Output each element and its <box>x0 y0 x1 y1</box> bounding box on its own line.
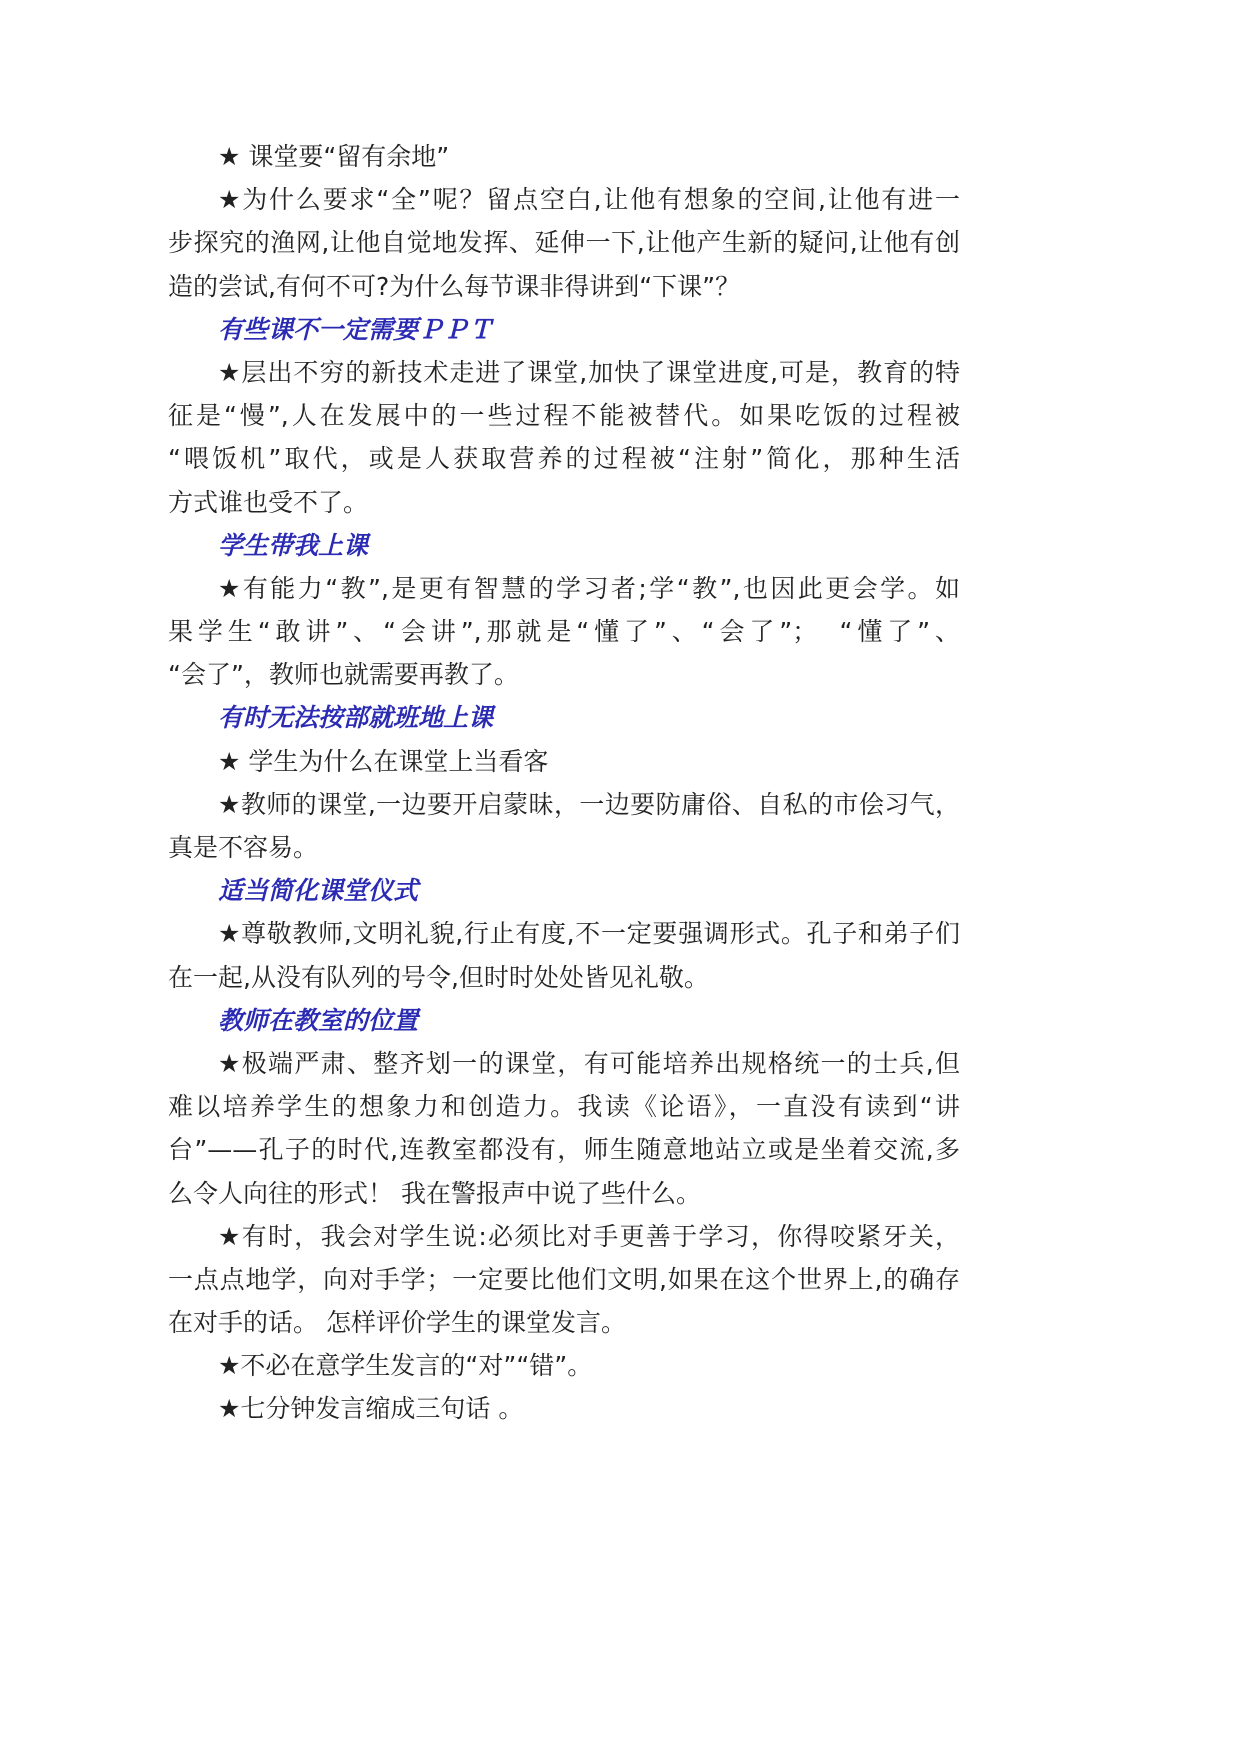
paragraph <box>168 135 960 178</box>
document-section <box>168 696 960 869</box>
paragraph-line: 一点点地学，向对手学；一定要比他们文明,如果在这个世界上,的确存 <box>168 1264 960 1294</box>
paragraph-line: ★层出不穷的新技术走进了课堂,加快了课堂进度,可是，教育的特 <box>218 357 960 387</box>
section-heading: 适当简化课堂仪式 <box>218 876 419 906</box>
paragraph-line: ★极端严肃、整齐划一的课堂，有可能培养出规格统一的士兵,但 <box>218 1048 960 1078</box>
paragraph-line: ★为什么要求“全”呢？留点空白,让他有想象的空间,让他有进一 <box>218 185 960 215</box>
paragraph-line: ★ 学生为什么在课堂上当看客 <box>218 746 549 776</box>
paragraph-line: 征是“慢”,人在发展中的一些过程不能被替代。如果吃饭的过程被 <box>168 401 960 431</box>
paragraph-line: 台”——孔子的时代,连教室都没有，师生随意地站立或是坐着交流,多 <box>168 1135 960 1165</box>
paragraph-line: 在一起,从没有队列的号令,但时时处处皆见礼敬。 <box>168 962 709 992</box>
section-heading: 学生带我上课 <box>218 530 369 560</box>
paragraph-line: 果学生“敢讲”、“会讲”,那就是“懂了”、“会了”； “懂了”、 <box>168 617 960 647</box>
paragraph <box>168 912 960 998</box>
paragraph-line: 真是不容易。 <box>168 833 319 862</box>
paragraph-line: ★有能力“教”,是更有智慧的学习者;学“教”,也因此更会学。如 <box>218 573 960 603</box>
paragraph <box>168 178 960 308</box>
paragraph-line: 么令人向往的形式！ 我在警报声中说了些什么。 <box>168 1178 701 1208</box>
paragraph-line: 难以培养学生的想象力和创造力。我读《论语》，一直没有读到“讲 <box>168 1092 960 1122</box>
paragraph-line: 方式谁也受不了。 <box>168 487 369 517</box>
paragraph <box>168 783 960 869</box>
paragraph <box>168 351 960 524</box>
paragraph-line: “会了”，教师也就需要再教了。 <box>168 660 519 690</box>
paragraph <box>168 1387 960 1430</box>
paragraph-line: 造的尝试,有何不可?为什么每节课非得讲到“下课”？ <box>168 271 741 301</box>
paragraph-line: ★ 课堂要“留有余地” <box>218 142 450 171</box>
paragraph <box>168 1215 960 1345</box>
document-section <box>168 308 960 524</box>
paragraph-line: “喂饭机”取代，或是人获取营养的过程被“注射”简化，那种生活 <box>168 444 960 474</box>
paragraph-line: ★七分钟发言缩成三句话 。 <box>218 1394 524 1424</box>
section-heading: 有时无法按部就班地上课 <box>218 703 494 733</box>
document-section <box>168 999 960 1431</box>
paragraph <box>168 1042 960 1215</box>
document-section <box>168 869 960 999</box>
paragraph-line: ★尊敬教师,文明礼貌,行止有度,不一定要强调形式。孔子和弟子们 <box>218 919 960 949</box>
paragraph <box>168 740 960 783</box>
paragraph <box>168 1344 960 1387</box>
paragraph <box>168 567 960 697</box>
paragraph-line: ★不必在意学生发言的“对”“错”。 <box>218 1351 593 1381</box>
document-body <box>168 135 960 1431</box>
paragraph-line: 在对手的话。 怎样评价学生的课堂发言。 <box>168 1308 626 1338</box>
paragraph-line: ★有时，我会对学生说:必须比对手更善于学习，你得咬紧牙关， <box>218 1221 960 1251</box>
paragraph-line: 步探究的渔网,让他自觉地发挥、延伸一下,让他产生新的疑问,让他有创 <box>168 228 960 258</box>
section-heading: 有些课不一定需要ＰＰＴ <box>218 314 494 344</box>
document-section <box>168 135 960 308</box>
document-section <box>168 524 960 697</box>
paragraph-line: ★教师的课堂,一边要开启蒙昧，一边要防庸俗、自私的市侩习气， <box>218 789 960 819</box>
section-heading: 教师在教室的位置 <box>218 1005 419 1035</box>
